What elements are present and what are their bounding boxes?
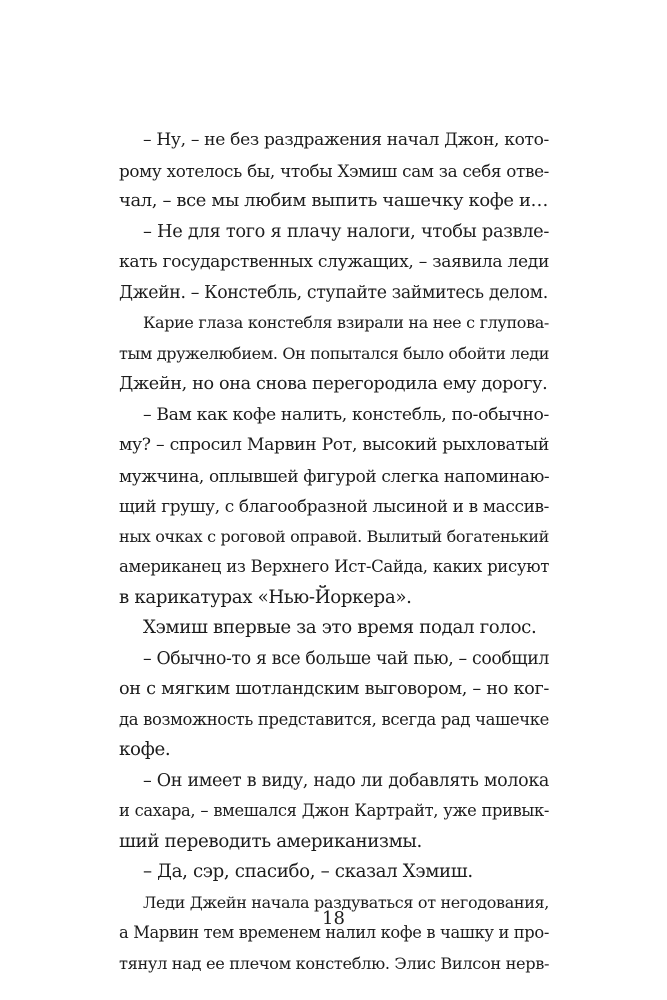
text-line: Карие глаза констебля взирали на нее с глупова- bbox=[143, 313, 549, 332]
text-line: тым дружелюбием. Он попытался было обойти леди bbox=[119, 343, 550, 363]
text-line: и сахара, – вмешался Джон Картрайт, уже привык- bbox=[119, 801, 549, 820]
text-line: ший переводить американизмы. bbox=[119, 830, 422, 852]
text-line: – Не для того я плачу налоги, чтобы развле- bbox=[143, 220, 549, 242]
text-line: кофе. bbox=[119, 739, 171, 760]
text-line: – Да, сэр, спасибо, – сказал Хэмиш. bbox=[143, 861, 473, 882]
text-line: Джейн. – Констебль, ступайте займитесь делом. bbox=[119, 282, 548, 303]
text-line: – Он имеет в виду, надо ли добавлять молока bbox=[143, 770, 549, 791]
text-line: а Марвин тем временем налил кофе в чашку и про- bbox=[119, 923, 549, 942]
text-line: мужчина, оплывшей фигурой слегка напоминаю- bbox=[119, 465, 550, 486]
text-line: Хэмиш впервые за это время подал голос. bbox=[143, 617, 537, 638]
text-line: кать государственных служащих, – заявила леди bbox=[119, 252, 549, 272]
text-line: ных очках с роговой оправой. Вылитый богатенький bbox=[119, 526, 549, 546]
text-line: тянул над ее плечом констеблю. Элис Вилсон нерв- bbox=[119, 953, 550, 973]
page-number: 18 bbox=[322, 908, 345, 929]
text-line: Леди Джейн начала раздуваться от негодования, bbox=[143, 892, 549, 912]
text-line: – Обычно-то я все больше чай пью, – сообщил bbox=[143, 648, 549, 669]
text-line: Джейн, но она снова перегородила ему дорогу. bbox=[119, 374, 548, 394]
text-line: – Ну, – не без раздражения начал Джон, кото- bbox=[143, 130, 549, 150]
text-line: да возможность представится, всегда рад чашечке bbox=[119, 709, 549, 729]
text-line: щий грушу, с благообразной лысиной и в массив- bbox=[119, 496, 549, 516]
text-line: он с мягким шотландским выговором, – но ког- bbox=[119, 679, 549, 699]
text-line: чал, – все мы любим выпить чашечку кофе и… bbox=[119, 190, 549, 211]
text-line: в карикатурах «Нью-Йоркера». bbox=[119, 586, 412, 608]
text-line: му? – спросил Марвин Рот, высокий рыхловатый bbox=[119, 435, 549, 455]
text-line: – Вам как кофе налить, констебль, по-обычно- bbox=[143, 404, 549, 425]
text-line: рому хотелось бы, чтобы Хэмиш сам за себя отве- bbox=[119, 160, 549, 181]
body-text bbox=[119, 125, 549, 979]
text-line: американец из Верхнего Ист-Сайда, каких рисуют bbox=[119, 557, 549, 576]
